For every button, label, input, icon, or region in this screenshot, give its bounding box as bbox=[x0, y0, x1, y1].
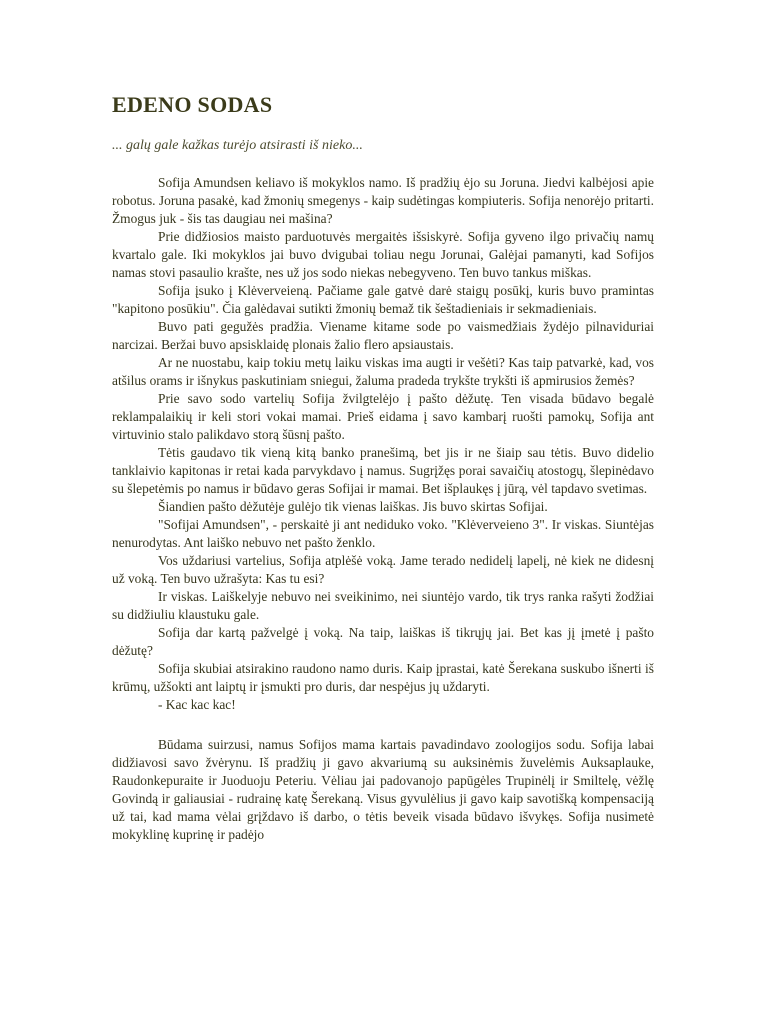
paragraph: Sofija įsuko į Klėverveieną. Pačiame gale gatvė darė staigų posūkį, kuris buvo pramintas "kapitono posūkiu". Čia galėdavai sutikti žmonių bemaž tik šeštadieniais ir sekmadieniais. bbox=[112, 283, 654, 316]
paragraph: Ar ne nuostabu, kaip tokiu metų laiku viskas ima augti ir vešėti? Kas taip patvarkė, kad, vos atšilus orams ir išnykus paskutiniam sniegui, žaluma pradeda trykšte trykšti iš apmirusios žemės? bbox=[112, 355, 654, 388]
paragraph: Sofija Amundsen keliavo iš mokyklos namo. Iš pradžių ėjo su Joruna. Jiedvi kalbėjosi apie robotus. Joruna pasakė, kad žmonių smegenys - kaip sudėtingas kompiuteris. Sofija nenorėjo pritarti. Žmogus juk - šis tas daugiau nei mašina? bbox=[112, 175, 654, 226]
paragraph: Vos uždariusi vartelius, Sofija atplėšė voką. Jame terado nedidelį lapelį, nė kiek ne didesnį už voką. Ten buvo užrašyta: Kas tu esi? bbox=[112, 553, 654, 586]
paragraph: - Kac kac kac! bbox=[158, 697, 236, 712]
paragraph: Buvo pati gegužės pradžia. Viename kitame sode po vaismedžiais žydėjo pilnaviduriai narcizai. Beržai buvo apsisklaidę plonais žalio flero apsiaustais. bbox=[112, 319, 654, 352]
paragraph: "Sofijai Amundsen", - perskaitė ji ant nediduko voko. "Klėverveieno 3". Ir viskas. Siuntėjas nenurodytas. Ant laiško nebuvo net pašto ženklo. bbox=[112, 517, 654, 550]
document-title: EDENO SODAS bbox=[112, 92, 273, 117]
paragraph: Prie savo sodo vartelių Sofija žvilgtelėjo į pašto dėžutę. Ten visada būdavo begalė reklampalaikių ir keli stori vokai mamai. Prieš eidama į savo kambarį ruošti pamokų, Sofija ant virtuvinio stalo palikdavo storą šūsnį pašto. bbox=[112, 391, 654, 442]
paragraph: Prie didžiosios maisto parduotuvės mergaitės išsiskyrė. Sofija gyveno ilgo privačių namų kvartalo gale. Iki mokyklos jai buvo dvigubai toliau negu Jorunai, Galėjai pamanyti, kad Sofijos namas stovi pasaulio krašte, nes už jos sodo niekas nebegyveno. Ten buvo tankus miškas. bbox=[112, 229, 654, 280]
paragraph: Šiandien pašto dėžutėje gulėjo tik vienas laiškas. Jis buvo skirtas Sofijai. bbox=[158, 499, 548, 514]
paragraph: Sofija skubiai atsirakino raudono namo duris. Kaip įprastai, katė Šerekana suskubo išnerti iš krūmų, užšokti ant laiptų ir įsmukti pro duris, dar nespėjus jų uždaryti. bbox=[112, 661, 654, 694]
document-body bbox=[112, 174, 654, 844]
section-break bbox=[112, 714, 654, 736]
paragraph: Ir viskas. Laiškelyje nebuvo nei sveikinimo, nei siuntėjo vardo, tik trys ranka rašyti žodžiai su didžiuliu klaustuku gale. bbox=[112, 589, 654, 622]
paragraph: Sofija dar kartą pažvelgė į voką. Na taip, laiškas iš tikrųjų jai. Bet kas jį įmetė į pašto dėžutę? bbox=[112, 625, 654, 658]
paragraph: Tėtis gaudavo tik vieną kitą banko pranešimą, bet jis ir ne šiaip sau tėtis. Buvo didelio tanklaivio kapitonas ir retai kada parvykdavo į namus. Sugrįžęs porai savaičių atostogų, šlepinėdavo su šlepetėmis po namus ir būdavo geras Sofijai ir mamai. Bet išplaukęs į jūrą, vėl tapdavo svetimas. bbox=[112, 445, 654, 496]
paragraph: Būdama suirzusi, namus Sofijos mama kartais pavadindavo zoologijos sodu. Sofija labai didžiavosi savo žvėrynu. Iš pradžių ji gavo akvariumą su auksinėmis žuvelėmis Auksaplauke, Raudonkepuraite ir Juoduoju Peteriu. Vėliau jai padovanojo papūgėles Trupinėlį ir Smiltelę, vėžlę Govindą ir galiausiai - rudrainę katę Šerekaną. Visus gyvulėlius ji gavo kaip savotišką kompensaciją už tai, kad mama vėlai grįždavo iš darbo, o tėtis beveik visada būdavo išvykęs. Sofija nusimetė mokyklinę kuprinę ir padėjo bbox=[112, 737, 654, 842]
document-subtitle: ... galų gale kažkas turėjo atsirasti iš nieko... bbox=[112, 138, 363, 153]
